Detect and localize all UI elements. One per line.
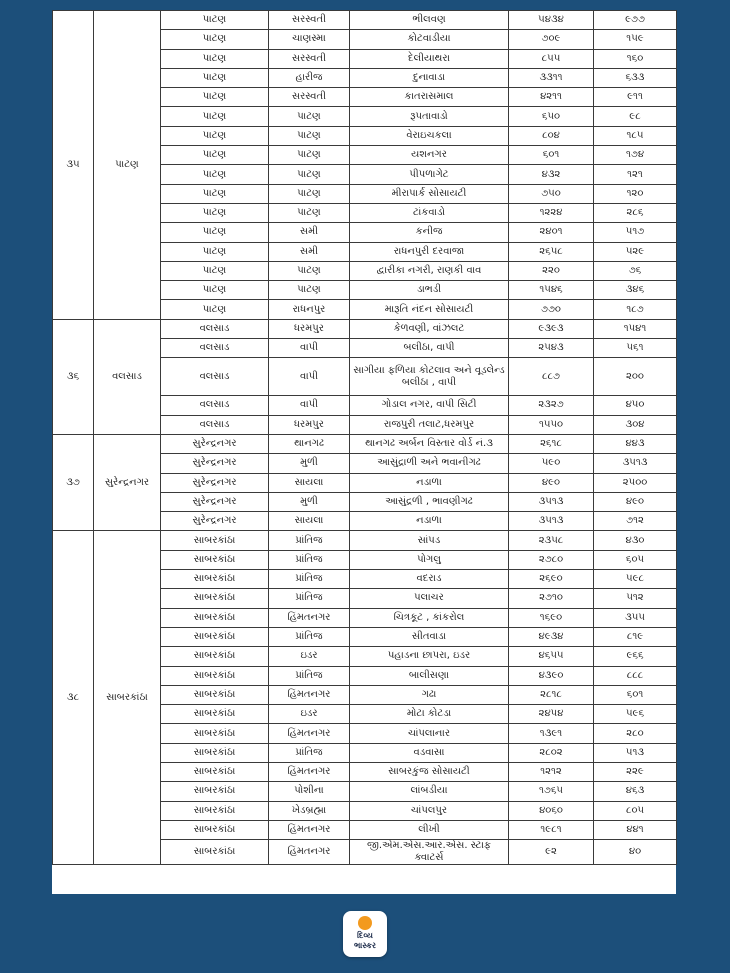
houses-cell: ૫૧૨ (594, 589, 677, 608)
houses-cell: ૬૩૩ (594, 68, 677, 87)
area-cell: દુનાવાડા (350, 68, 509, 87)
population-cell: ૮૫૫ (509, 49, 594, 68)
taluka-cell: ચાણસ્મા (269, 30, 350, 49)
houses-cell: ૪૬૩ (594, 782, 677, 801)
population-cell: ૧૫૫૦ (509, 415, 594, 434)
area-cell: બલીઠા, વાપી (350, 339, 509, 358)
area-cell: યશનગર (350, 146, 509, 165)
houses-cell: ૪૦ (594, 840, 677, 865)
houses-cell: ૩૫૫ (594, 608, 677, 627)
divya-bhaskar-logo (343, 911, 387, 957)
area-cell: રાધનપુરી દરવાજા (350, 242, 509, 261)
taluka-cell: પાટણ (269, 107, 350, 126)
taluka-cell: સમી (269, 242, 350, 261)
taluka-cell: પ્રાંતિજ (269, 550, 350, 569)
taluka-cell: પાટણ (269, 146, 350, 165)
population-cell: ૯૨ (509, 840, 594, 865)
taluka-cell: મુળી (269, 492, 350, 511)
houses-cell: ૨૮૦ (594, 724, 677, 743)
taluka-cell: હિંમતનગર (269, 820, 350, 839)
area-cell: સીતવાડા (350, 627, 509, 646)
taluka-cell: પાટણ (269, 126, 350, 145)
houses-cell: ૨૫૦૦ (594, 473, 677, 492)
district-cell: વલસાડ (161, 396, 269, 415)
houses-cell: ૧૬૦ (594, 49, 677, 68)
population-cell: ૧૭૬૫ (509, 782, 594, 801)
taluka-cell: પાટણ (269, 261, 350, 280)
area-cell: પોગલુ (350, 550, 509, 569)
population-cell: ૨૩૫૮ (509, 531, 594, 550)
taluka-cell: રાધનપુર (269, 300, 350, 319)
area-cell: લીખી (350, 820, 509, 839)
houses-cell: ૩૫૧૩ (594, 454, 677, 473)
group-number-cell: ૩૭ (53, 434, 94, 530)
area-cell: વડવાસા (350, 743, 509, 762)
district-cell: સુરેન્દ્રનગર (161, 434, 269, 453)
houses-cell: ૮૮૮ (594, 666, 677, 685)
houses-cell: ૯૧૧ (594, 88, 677, 107)
population-cell: ૩૫૧૩ (509, 492, 594, 511)
houses-cell: ૧૮૫ (594, 126, 677, 145)
taluka-cell: ખેડબ્રહ્મા (269, 801, 350, 820)
taluka-cell: હિંમતનગર (269, 608, 350, 627)
houses-cell: ૧૨૦ (594, 184, 677, 203)
area-cell: સાંપડ (350, 531, 509, 550)
taluka-cell: મુળી (269, 454, 350, 473)
area-cell: ચિત્રકૂટ , કાંકરોલ (350, 608, 509, 627)
area-cell: પલાચર (350, 589, 509, 608)
area-cell: સાગીયા ફળિયા કોટલાવ અને વૂડલેન્ડ બલીઠા , વાપી (350, 358, 509, 396)
population-cell: ૪૩૯૦ (509, 666, 594, 685)
houses-cell: ૬૦૫ (594, 550, 677, 569)
houses-cell: ૫૨૯ (594, 242, 677, 261)
district-cell: પાટણ (161, 261, 269, 280)
houses-cell: ૯૬૬ (594, 647, 677, 666)
houses-cell: ૪૪૩ (594, 434, 677, 453)
area-cell: ગોડાલ નગર, વાપી સિટી (350, 396, 509, 415)
district-cell: પાટણ (161, 68, 269, 87)
taluka-cell: ઇડર (269, 647, 350, 666)
area-cell: વેરાઇચકલા (350, 126, 509, 145)
district-cell: સાબરકાંઠા (161, 762, 269, 781)
district-cell: સુરેન્દ્રનગર (161, 454, 269, 473)
population-cell: ૭૭૦ (509, 300, 594, 319)
houses-cell: ૮૧૯ (594, 627, 677, 646)
group-number-cell: ૩૮ (53, 531, 94, 865)
population-cell: ૧૬૯૦ (509, 608, 594, 627)
area-cell: જી.એમ.એસ.આર.એસ. સ્ટાફ ક્વાટર્સ (350, 840, 509, 865)
district-cell: પાટણ (161, 242, 269, 261)
population-cell: ૩૩૧૧ (509, 68, 594, 87)
area-cell: થાનગઢ અર્બન વિસ્તાર વોર્ડ નં.૩ (350, 434, 509, 453)
district-cell: સાબરકાંઠા (161, 589, 269, 608)
area-cell: નડાળા (350, 473, 509, 492)
area-cell: ભીલવણ (350, 11, 509, 30)
population-cell: ૨૮૧૮ (509, 685, 594, 704)
district-cell: સાબરકાંઠા (161, 531, 269, 550)
houses-cell: ૧૨૧ (594, 165, 677, 184)
district-cell: વલસાડ (161, 358, 269, 396)
district-cell: પાટણ (161, 146, 269, 165)
population-cell: ૫૯૦ (509, 454, 594, 473)
district-cell: સાબરકાંઠા (161, 570, 269, 589)
population-cell: ૮૮૭ (509, 358, 594, 396)
district-cell: પાટણ (161, 300, 269, 319)
houses-cell: ૩૪૬ (594, 281, 677, 300)
table-row (53, 11, 677, 30)
taluka-cell: વાપી (269, 358, 350, 396)
houses-cell: ૧૫૯ (594, 30, 677, 49)
area-cell: બાલીસણા (350, 666, 509, 685)
houses-cell: ૨૮૬ (594, 203, 677, 222)
houses-cell: ૪૩૦ (594, 531, 677, 550)
houses-cell: ૫૯૬ (594, 705, 677, 724)
population-cell: ૩૫૧૩ (509, 512, 594, 531)
district-cell: સુરેન્દ્રનગર (161, 512, 269, 531)
taluka-cell: સરસ્વતી (269, 49, 350, 68)
group-district-cell: વલસાડ (94, 319, 161, 434)
taluka-cell: હિંમતનગર (269, 762, 350, 781)
taluka-cell: પ્રાંતિજ (269, 589, 350, 608)
population-cell: ૧૫૪૬ (509, 281, 594, 300)
population-cell: ૭૦૯ (509, 30, 594, 49)
population-cell: ૪૬૫૫ (509, 647, 594, 666)
district-cell: પાટણ (161, 281, 269, 300)
population-cell: ૨૨૦ (509, 261, 594, 280)
houses-cell: ૨૦૦ (594, 358, 677, 396)
district-cell: સાબરકાંઠા (161, 550, 269, 569)
taluka-cell: સાયલા (269, 473, 350, 492)
houses-cell: ૧૫૪૧ (594, 319, 677, 338)
population-cell: ૨૩૨૭ (509, 396, 594, 415)
houses-cell: ૧૭૪ (594, 146, 677, 165)
population-cell: ૪૨૧૧ (509, 88, 594, 107)
area-cell: દેલીયાથરા (350, 49, 509, 68)
area-cell: ગઢા (350, 685, 509, 704)
district-cell: પાટણ (161, 223, 269, 242)
houses-cell: ૫૬૧ (594, 339, 677, 358)
taluka-cell: પ્રાંતિજ (269, 531, 350, 550)
population-cell: ૭૫૦ (509, 184, 594, 203)
district-cell: સાબરકાંઠા (161, 801, 269, 820)
district-cell: પાટણ (161, 30, 269, 49)
logo-text-line1: દિવ્ય (357, 931, 373, 940)
district-cell: સાબરકાંઠા (161, 705, 269, 724)
population-cell: ૨૮૦૨ (509, 743, 594, 762)
district-cell: સાબરકાંઠા (161, 724, 269, 743)
taluka-cell: હિંમતનગર (269, 685, 350, 704)
area-cell: કનીજ (350, 223, 509, 242)
district-cell: પાટણ (161, 203, 269, 222)
area-cell: મારૂતિ નંદન સોસાયટી (350, 300, 509, 319)
houses-cell: ૫૧૭ (594, 223, 677, 242)
houses-cell: ૧૮૭ (594, 300, 677, 319)
taluka-cell: હિંમતનગર (269, 840, 350, 865)
district-cell: પાટણ (161, 107, 269, 126)
area-cell: ટાંકવાડો (350, 203, 509, 222)
district-cell: સુરેન્દ્રનગર (161, 473, 269, 492)
houses-cell: ૩૦૪ (594, 415, 677, 434)
taluka-cell: ઇડર (269, 705, 350, 724)
taluka-cell: ધરમપુર (269, 415, 350, 434)
population-cell: ૧૩૯૧ (509, 724, 594, 743)
population-cell: ૨૭૮૦ (509, 550, 594, 569)
area-cell: કાતરાસમાલ (350, 88, 509, 107)
district-cell: સાબરકાંઠા (161, 685, 269, 704)
population-cell: ૪૯૦ (509, 473, 594, 492)
group-number-cell: ૩૬ (53, 319, 94, 434)
taluka-cell: પાટણ (269, 184, 350, 203)
population-cell: ૨૭૧૦ (509, 589, 594, 608)
logo-text-line2: ભાસ્કર (353, 941, 377, 950)
houses-cell: ૯૭૭ (594, 11, 677, 30)
taluka-cell: પ્રાંતિજ (269, 743, 350, 762)
area-cell: ડાભડી (350, 281, 509, 300)
taluka-cell: વાપી (269, 339, 350, 358)
area-cell: નડાળા (350, 512, 509, 531)
taluka-cell: હિંમતનગર (269, 724, 350, 743)
group-district-cell: સુરેન્દ્રનગર (94, 434, 161, 530)
population-cell: ૨૪૫૪ (509, 705, 594, 724)
area-cell: આસુંદ્રળી , ભાવણીગઢ (350, 492, 509, 511)
group-district-cell: સાબરકાંઠા (94, 531, 161, 865)
district-cell: વલસાડ (161, 319, 269, 338)
district-cell: સાબરકાંઠા (161, 782, 269, 801)
houses-cell: ૭૧૨ (594, 512, 677, 531)
population-cell: ૯૩૯૩ (509, 319, 594, 338)
area-cell: ચાંપલાનાર (350, 724, 509, 743)
population-cell: ૮૦૪ (509, 126, 594, 145)
taluka-cell: પોશીના (269, 782, 350, 801)
taluka-cell: થાનગઢ (269, 434, 350, 453)
district-cell: પાટણ (161, 184, 269, 203)
taluka-cell: સાયલા (269, 512, 350, 531)
area-cell: રાજપુરી તલાટ,ધરમપુર (350, 415, 509, 434)
taluka-cell: પાટણ (269, 165, 350, 184)
district-cell: પાટણ (161, 126, 269, 145)
sun-icon (358, 916, 372, 930)
houses-cell: ૫૯૮ (594, 570, 677, 589)
houses-cell: ૬૦૧ (594, 685, 677, 704)
district-cell: સાબરકાંઠા (161, 840, 269, 865)
houses-cell: ૫૧૩ (594, 743, 677, 762)
population-cell: ૫૪૩૪ (509, 11, 594, 30)
taluka-cell: ધરમપુર (269, 319, 350, 338)
containment-zones-table (52, 10, 677, 865)
population-cell: ૪૦૬૦ (509, 801, 594, 820)
population-cell: ૬૦૧ (509, 146, 594, 165)
population-cell: ૬૫૦ (509, 107, 594, 126)
houses-cell: ૭૬ (594, 261, 677, 280)
houses-cell: ૮૦૫ (594, 801, 677, 820)
district-cell: વલસાડ (161, 339, 269, 358)
population-cell: ૪૩૨ (509, 165, 594, 184)
population-cell: ૨૬૯૦ (509, 570, 594, 589)
district-cell: સાબરકાંઠા (161, 608, 269, 627)
taluka-cell: પ્રાંતિજ (269, 570, 350, 589)
district-cell: પાટણ (161, 88, 269, 107)
group-district-cell: પાટણ (94, 11, 161, 320)
area-cell: કોટવાડીયા (350, 30, 509, 49)
population-cell: ૧૯૮૧ (509, 820, 594, 839)
table-row (53, 434, 677, 453)
table-row (53, 319, 677, 338)
district-cell: પાટણ (161, 11, 269, 30)
area-cell: પહાડના છાપરા, ઇડર (350, 647, 509, 666)
population-cell: ૨૪૦૧ (509, 223, 594, 242)
district-cell: સાબરકાંઠા (161, 666, 269, 685)
district-cell: સાબરકાંઠા (161, 647, 269, 666)
district-cell: સાબરકાંઠા (161, 743, 269, 762)
area-cell: વદરાડ (350, 570, 509, 589)
houses-cell: ૪૪૧ (594, 820, 677, 839)
table-row (53, 531, 677, 550)
houses-cell: ૪૯૦ (594, 492, 677, 511)
taluka-cell: સમી (269, 223, 350, 242)
district-cell: સાબરકાંઠા (161, 627, 269, 646)
district-cell: વલસાડ (161, 415, 269, 434)
area-cell: દ્વારીકા નગરી, રાણકી વાવ (350, 261, 509, 280)
area-cell: મોટા કોટડા (350, 705, 509, 724)
population-cell: ૨૫૪૩ (509, 339, 594, 358)
area-cell: કેળવણી, વાંઝલટ (350, 319, 509, 338)
district-cell: પાટણ (161, 165, 269, 184)
group-number-cell: ૩૫ (53, 11, 94, 320)
area-cell: લાંબડીયા (350, 782, 509, 801)
taluka-cell: સરસ્વતી (269, 88, 350, 107)
district-cell: સાબરકાંઠા (161, 820, 269, 839)
area-cell: મીરાપાર્ક સોસાયટી (350, 184, 509, 203)
area-cell: ચાંપલપુર (350, 801, 509, 820)
taluka-cell: હારીજ (269, 68, 350, 87)
area-cell: પીપળાગેટ (350, 165, 509, 184)
area-cell: રૂપતાવાડો (350, 107, 509, 126)
taluka-cell: પ્રાંતિજ (269, 627, 350, 646)
district-cell: પાટણ (161, 49, 269, 68)
taluka-cell: પ્રાંતિજ (269, 666, 350, 685)
population-cell: ૨૬૧૮ (509, 434, 594, 453)
area-cell: આસુંદ્રાળી અને ભવાનીગઢ (350, 454, 509, 473)
population-cell: ૧૨૧૨ (509, 762, 594, 781)
taluka-cell: પાટણ (269, 281, 350, 300)
taluka-cell: પાટણ (269, 203, 350, 222)
population-cell: ૪૯૩૪ (509, 627, 594, 646)
area-cell: સાબરકુંજ સોસાયટી (350, 762, 509, 781)
district-cell: સુરેન્દ્રનગર (161, 492, 269, 511)
population-cell: ૧૨૨૪ (509, 203, 594, 222)
population-cell: ૨૬૫૮ (509, 242, 594, 261)
data-table-sheet (52, 10, 676, 894)
taluka-cell: સરસ્વતી (269, 11, 350, 30)
houses-cell: ૯૮ (594, 107, 677, 126)
taluka-cell: વાપી (269, 396, 350, 415)
houses-cell: ૨૨૯ (594, 762, 677, 781)
houses-cell: ૪૫૦ (594, 396, 677, 415)
